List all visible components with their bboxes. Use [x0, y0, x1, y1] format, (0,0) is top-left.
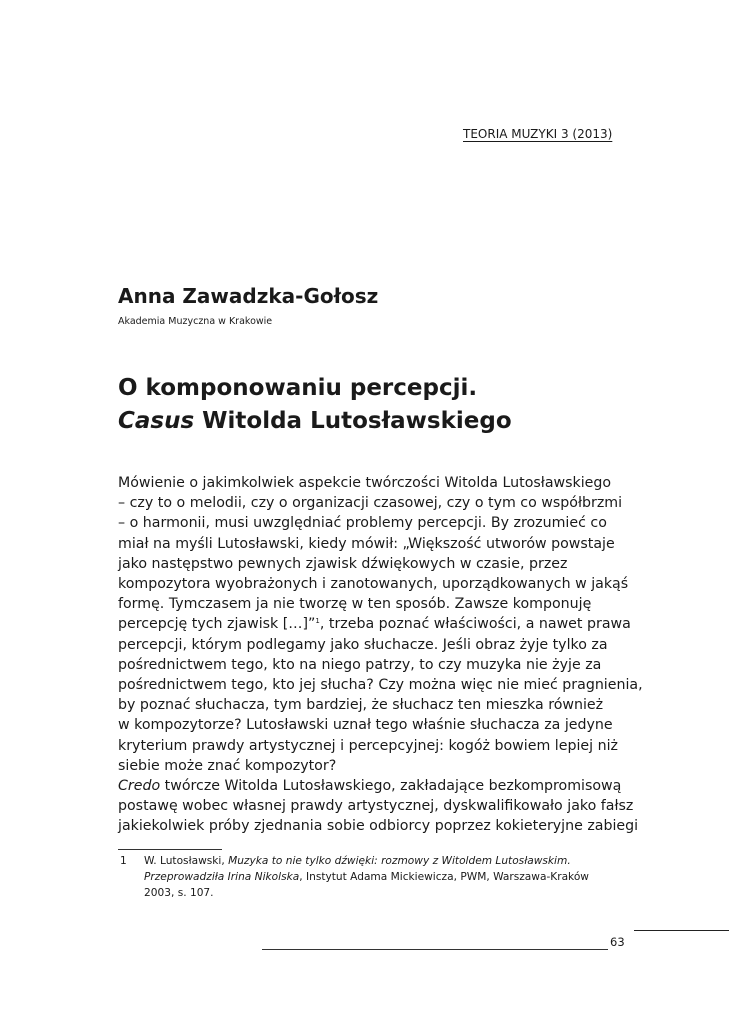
- credo-rest: twórcze Witolda Lutosławskiego, zakładające bezkompromisową: [160, 778, 622, 795]
- footnote-translator: Przeprowadziła Irina Nikolska: [144, 871, 300, 883]
- quote-after: , trzeba poznać właściwości, a nawet prawa: [319, 616, 631, 633]
- footnote-book-title: Muzyka to nie tylko dźwięki: rozmowy z Witoldem Lutosławskim.: [228, 855, 571, 867]
- body-line-with-footnote: [118, 614, 631, 634]
- body-line: jako następstwo pewnych zjawisk dźwiękowych w czasie, przez: [118, 555, 568, 572]
- footnote-line-2: [144, 869, 618, 885]
- footer-rule: [262, 949, 608, 950]
- footnote-author: W. Lutosławski,: [144, 855, 229, 867]
- article-body: [118, 473, 643, 837]
- title-line-2: [118, 405, 512, 438]
- footnote: [118, 853, 618, 901]
- footnote-line-3: 2003, s. 107.: [144, 887, 214, 899]
- body-line: formę. Tymczasem ja nie tworzę w ten sposób. Zawsze komponuję: [118, 596, 592, 613]
- footnote-line-1: [144, 853, 618, 869]
- footnote-publisher: , Instytut Adama Mickiewicza, PWM, Warszawa-Kraków: [299, 871, 589, 883]
- title-line-2-rest: Witolda Lutosławskiego: [194, 408, 512, 434]
- body-line: pośrednictwem tego, kto na niego patrzy, to czy muzyka nie żyje za: [118, 656, 602, 673]
- body-line: w kompozytorze? Lutosławski uznał tego właśnie słuchacza za jedyne: [118, 717, 613, 734]
- body-line: pośrednictwem tego, kto jej słucha? Czy można więc nie mieć pragnienia,: [118, 677, 643, 694]
- margin-rule: [634, 930, 729, 931]
- journal-header: TEORIA MUZYKI 3 (2013): [463, 127, 613, 141]
- quote-end: percepcję tych zjawisk […]”: [118, 616, 316, 633]
- body-line: jakiekolwiek próby zjednania sobie odbiorcy poprzez kokieteryjne zabiegi: [118, 818, 639, 835]
- footnote-text: [144, 853, 618, 901]
- body-line: miał na myśli Lutosławski, kiedy mówił: „Większość utworów powstaje: [118, 535, 615, 552]
- footnote-number: 1: [120, 855, 127, 867]
- title-italic-casus: Casus: [118, 408, 195, 434]
- article-title: [118, 372, 512, 438]
- body-line: postawę wobec własnej prawdy artystycznej, dyskwalifikowało jako fałsz: [118, 798, 634, 815]
- body-line: kryterium prawdy artystycznej i percepcyjnej: kogóż bowiem lepiej niż: [118, 737, 618, 754]
- author-affiliation: Akademia Muzyczna w Krakowie: [118, 316, 273, 327]
- body-line: – czy to o melodii, czy o organizacji czasowej, czy o tym co współbrzmi: [118, 495, 623, 512]
- credo-italic: Credo: [118, 778, 161, 795]
- footnote-separator: [118, 849, 222, 850]
- body-line: percepcji, którym podlegamy jako słuchacze. Jeśli obraz żyje tylko za: [118, 636, 608, 653]
- body-line: kompozytora wyobrażonych i zanotowanych, uporządkowanych w jakąś: [118, 576, 629, 593]
- footnote-reference[interactable]: 1: [315, 617, 320, 626]
- body-line: siebie może znać kompozytor?: [118, 757, 337, 774]
- body-line-credo: [118, 776, 622, 796]
- page-number: 63: [610, 935, 625, 949]
- title-line-1: O komponowaniu percepcji.: [118, 375, 478, 401]
- body-line: Mówienie o jakimkolwiek aspekcie twórczości Witolda Lutosławskiego: [118, 475, 612, 491]
- body-line: by poznać słuchacza, tym bardziej, że słuchacz ten mieszka również: [118, 697, 604, 714]
- body-line: – o harmonii, musi uwzględniać problemy percepcji. By zrozumieć co: [118, 515, 607, 532]
- author-name: Anna Zawadzka-Gołosz: [118, 284, 379, 308]
